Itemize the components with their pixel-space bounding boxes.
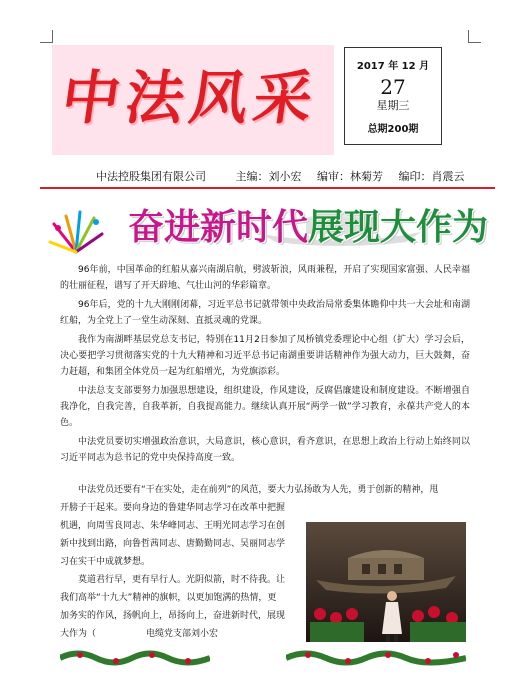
designer: 肖震云 xyxy=(431,170,465,183)
article-paragraph-6-lead: 中法党员还要有“干在实处，走在前列”的风范，要大力弘扬敢为人先，勇于创新的精神，甩 xyxy=(78,485,439,495)
date-box xyxy=(344,47,442,145)
article-body xyxy=(60,262,470,469)
red-boat-exhibit-image xyxy=(306,522,466,642)
holly-garland-left-icon xyxy=(60,647,210,669)
article-paragraph-6-line-4: 新中找到出路，向鲁哲茜同志、唐勤勤同志、吴丽同志学 xyxy=(60,539,286,549)
firework-sparkle-icon xyxy=(46,208,106,256)
header-divider xyxy=(40,187,495,189)
article-paragraph-7-line-4: 大作为（ xyxy=(60,629,97,639)
article-paragraph-7-line-2: 我们高举“十九大”精神的旗帜，以更加饱满的热情，更 xyxy=(60,593,277,603)
reviewer-label: 编审： xyxy=(317,170,350,183)
crop-mark-top-left xyxy=(40,30,53,43)
crop-mark-top-right xyxy=(468,30,481,43)
chief-editor: 刘小宏 xyxy=(268,170,302,183)
masthead-title: 中法风采 xyxy=(57,64,323,132)
issue-number: 总期200期 xyxy=(367,124,419,135)
article-paragraph-7-line-3: 加务实的作风，扬帆向上，昂扬向上，奋进新时代，展现 xyxy=(60,611,286,621)
chief-editor-label: 主编： xyxy=(235,170,269,183)
headline-banner xyxy=(46,200,489,258)
article-paragraph-3: 我作为南湖畔基层党总支书记，特别在11月2日参加了凤桥镇党委理论中心组（扩大）学习会后，决心要把学习贯彻落实党的十九大精神和习近平总书记南湖重要讲话精神作为强大动力，巨大鼓舞，奋力赶超，和集团全体党员一起为红船增光，为党旗添彩。 xyxy=(60,335,470,377)
article-paragraph-1: 96年前，中国革命的红船从嘉兴南湖启航，劈波斩浪，风雨兼程，开启了实现国家富强、人民幸福的壮丽征程，谱写了开天辟地、气壮山河的华彩篇章。 xyxy=(60,265,470,291)
article-signature: 电缆党支部刘小宏 xyxy=(146,629,219,639)
date-day: 27 xyxy=(380,75,406,99)
article-paragraph-6-line-2: 开膀子干起来。要向身边的鲁建华同志学习在改革中把握 xyxy=(60,503,286,513)
publication-info xyxy=(96,170,465,184)
article-paragraph-2: 96年后，党的十九大刚刚闭幕，习近平总书记就带领中央政治局常委集体瞻仰中共一大会址和南湖红船，为全党上了一堂生动深刻、直抵灵魂的党课。 xyxy=(60,300,470,326)
article-paragraph-4: 中法总支支部要努力加强思想建设，组织建设，作风建设，反腐倡廉建设和制度建设。不断增强自我净化，自我完善，自我革新，自我提高能力。继续认真开展“两学一做”学习教育，永葆共产党人的本色。 xyxy=(60,386,470,428)
masthead xyxy=(52,45,334,155)
article-paragraph-5: 中法党员要切实增强政治意识，大局意识，核心意识，看齐意识，在思想上政治上行动上始终同以习近平同志为总书记的党中央保持高度一致。 xyxy=(60,437,470,463)
holly-garland-right-icon xyxy=(286,647,466,669)
exhibition-photo xyxy=(306,522,466,642)
reviewer: 林菊芳 xyxy=(350,170,383,183)
date-weekday: 星期三 xyxy=(376,99,410,112)
designer-label: 编印： xyxy=(398,170,432,183)
headline-part-2: 展现大作为 xyxy=(308,206,489,248)
article-paragraph-7-line-1: 莫道君行早，更有早行人。光阴似箭，时不待我。让 xyxy=(78,575,286,585)
company-name: 中法控股集团有限公司 xyxy=(96,170,206,183)
article-paragraph-6-line-5: 习在实干中成就梦想。 xyxy=(60,557,151,567)
date-year-month: 2017 年 12 月 xyxy=(356,61,430,72)
headline-part-1: 奋进新时代 xyxy=(128,206,309,248)
article-paragraph-6-line-3: 机遇，向周雪良同志、朱华峰同志、王明光同志学习在创 xyxy=(60,521,286,531)
